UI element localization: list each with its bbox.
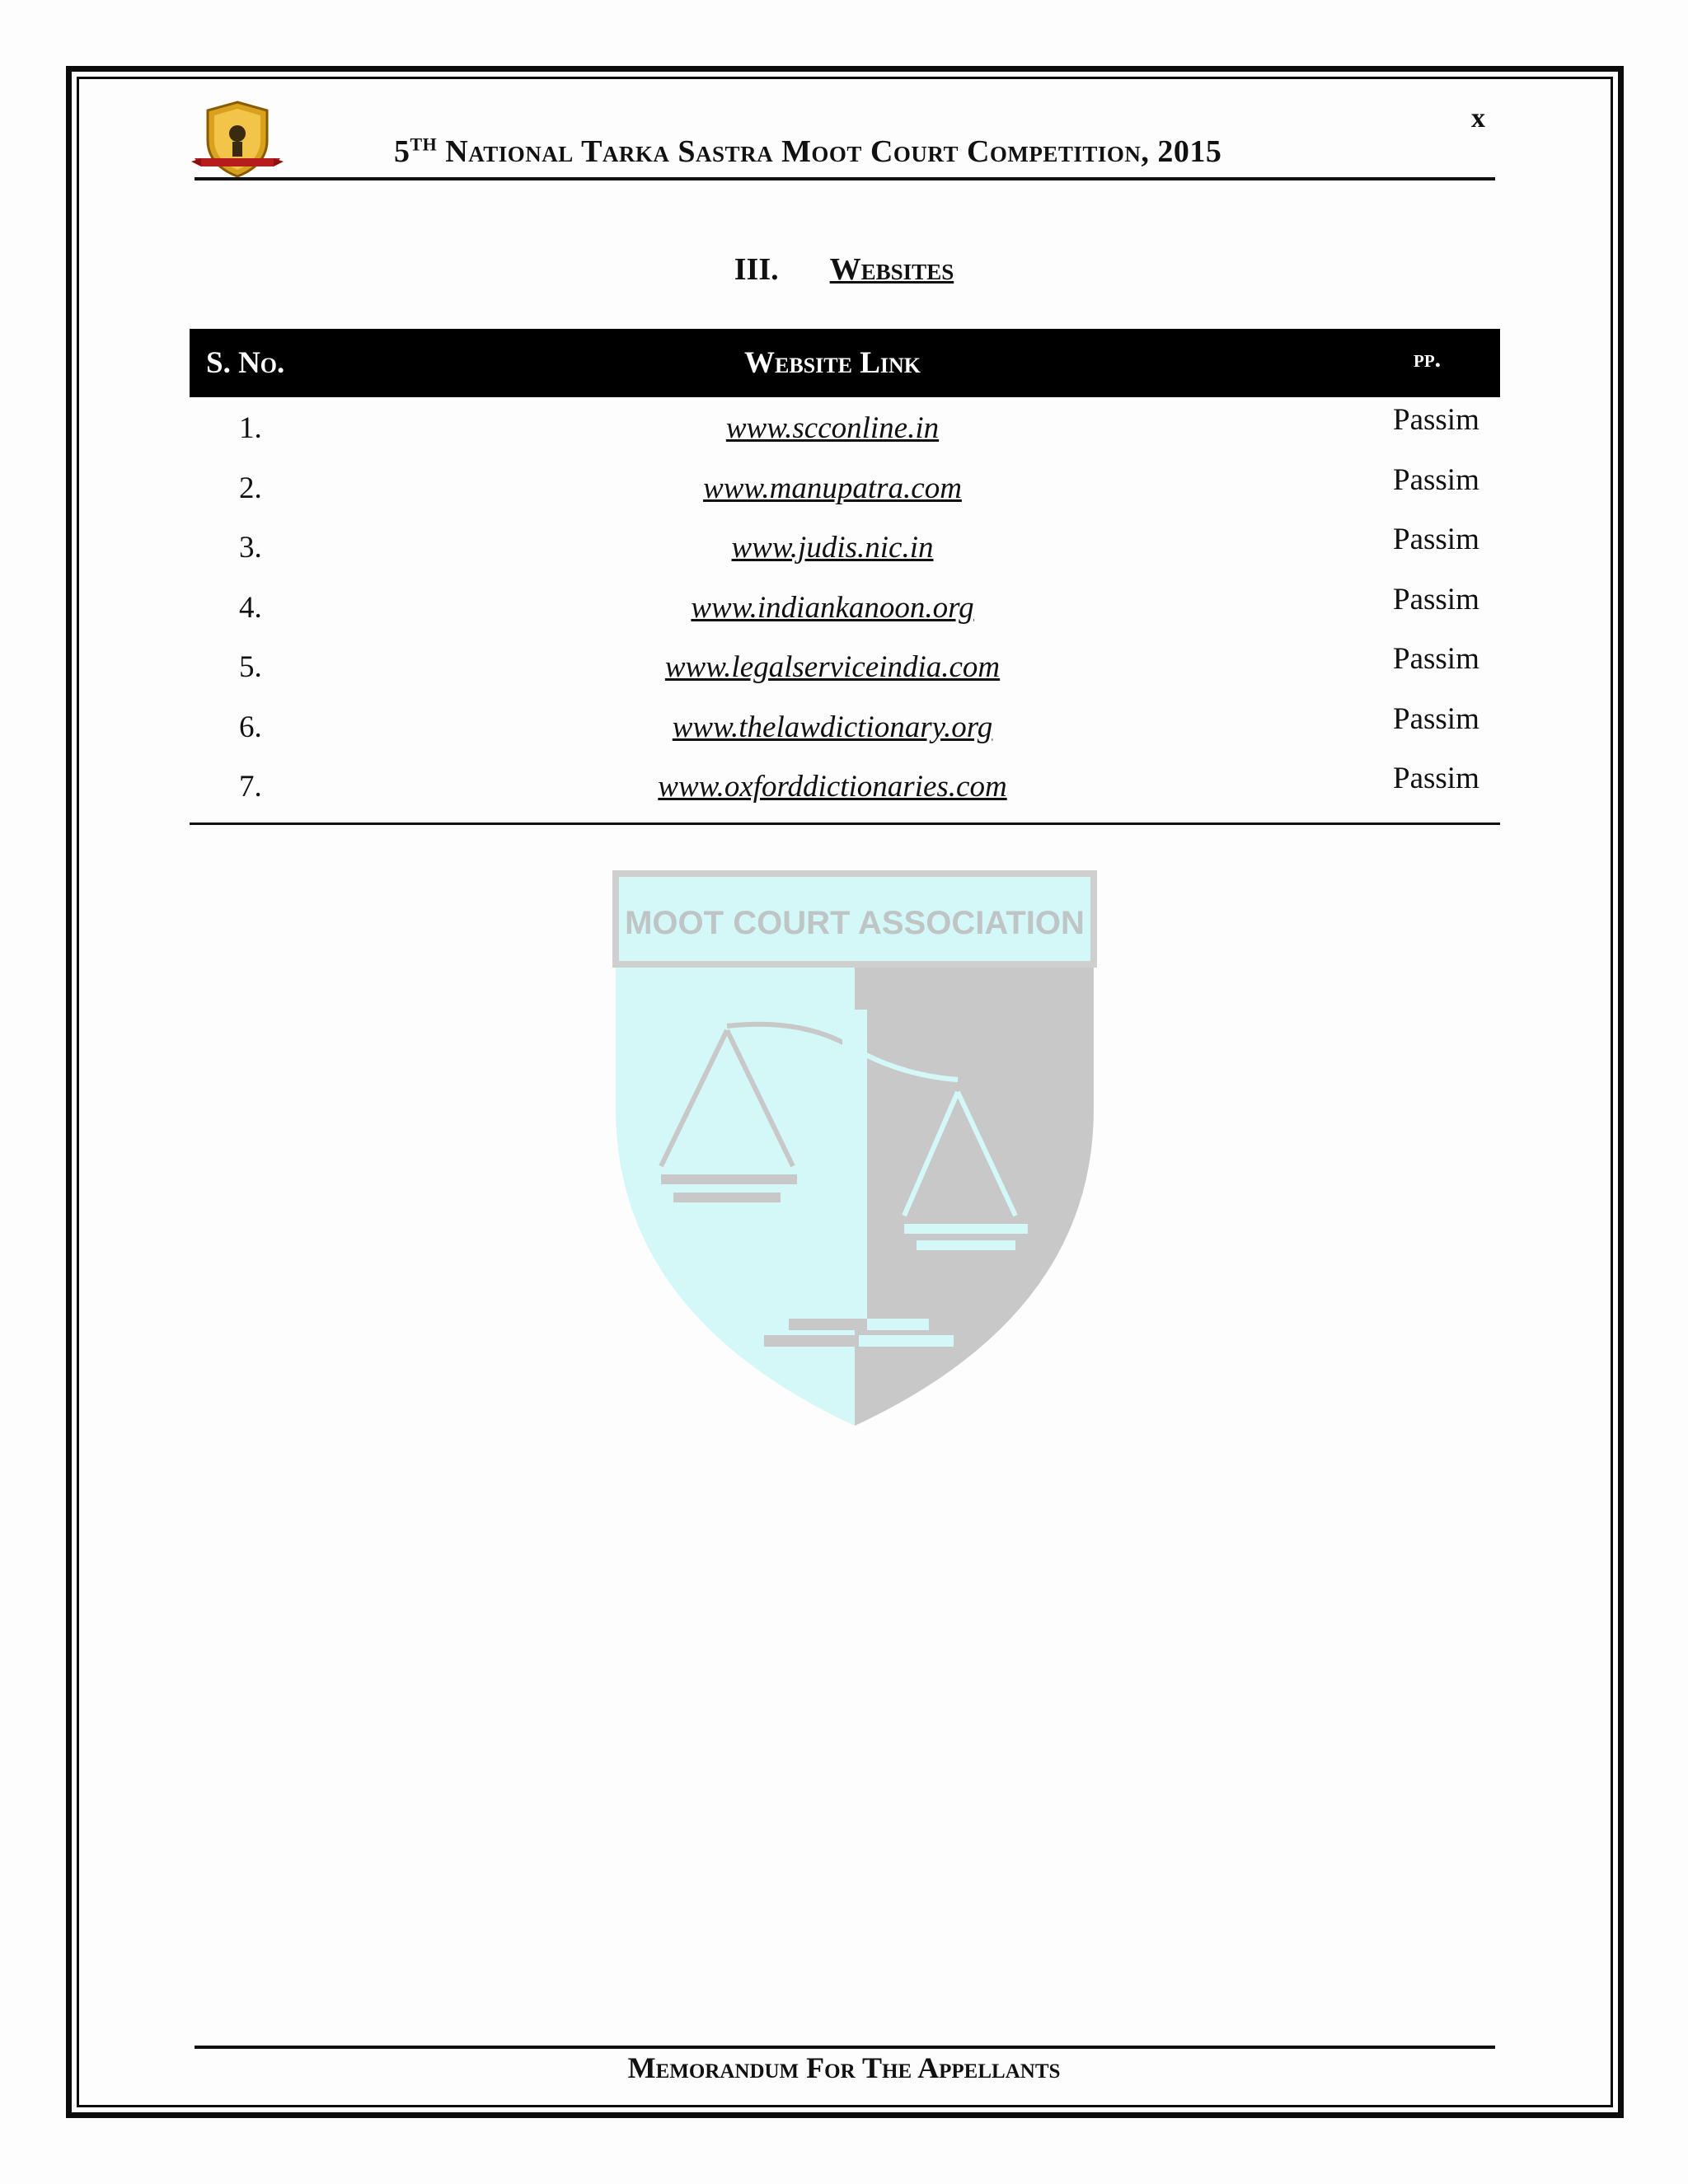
watermark-right-half	[855, 952, 1098, 1430]
website-link[interactable]: www.judis.nic.in	[731, 531, 934, 565]
section-heading	[0, 251, 1688, 288]
table-row	[190, 756, 1500, 816]
header-rule	[195, 177, 1495, 180]
table-row	[190, 696, 1500, 757]
row-pages: Passim	[1393, 462, 1479, 497]
header-title-number: 5	[394, 134, 410, 169]
scales-pillar	[842, 1010, 867, 1323]
footer-rule	[195, 2046, 1495, 2049]
table-row	[190, 636, 1500, 696]
table-row	[190, 457, 1500, 518]
table-row	[190, 577, 1500, 637]
page-number: x	[1471, 103, 1485, 134]
row-pages: Passim	[1393, 523, 1479, 556]
website-link[interactable]: www.scconline.in	[725, 411, 940, 445]
left-pan-top	[661, 1174, 797, 1184]
website-link[interactable]: www.oxforddictionaries.com	[658, 770, 1007, 804]
column-header-link: Website Link	[744, 346, 921, 380]
moot-court-association-watermark	[612, 869, 1098, 1430]
websites-table	[190, 329, 1500, 825]
column-header-pp: pp.	[1414, 345, 1442, 373]
right-pan-bottom	[917, 1240, 1015, 1250]
website-link[interactable]: www.thelawdictionary.org	[672, 710, 993, 744]
left-pan-bottom	[673, 1193, 781, 1202]
table-row	[190, 517, 1500, 577]
table-row	[190, 397, 1500, 457]
table-body	[190, 397, 1500, 816]
row-serial-number: 3.	[239, 531, 262, 565]
header-title-superscript: TH	[410, 134, 438, 155]
right-pan-top	[904, 1224, 1028, 1234]
website-link[interactable]: www.legalserviceindia.com	[664, 650, 1001, 684]
row-serial-number: 4.	[239, 590, 262, 625]
row-pages: Passim	[1393, 642, 1479, 676]
watermark-text: MOOT COURT ASSOCIATION	[625, 905, 1085, 941]
row-serial-number: 5.	[239, 650, 262, 684]
row-serial-number: 1.	[239, 411, 262, 445]
website-link[interactable]: www.manupatra.com	[703, 471, 962, 505]
row-serial-number: 6.	[239, 710, 262, 744]
scales-base-top-right	[867, 1319, 929, 1330]
header-title	[394, 134, 1221, 170]
section-title: Websites	[829, 252, 954, 287]
column-header-sno: S. No.	[206, 346, 285, 380]
row-pages: Passim	[1393, 582, 1479, 616]
section-number: III.	[734, 252, 779, 287]
row-serial-number: 7.	[239, 770, 262, 804]
row-pages: Passim	[1393, 403, 1479, 437]
header-title-text: National Tarka Sastra Moot Court Competition, 2015	[445, 134, 1222, 169]
row-pages: Passim	[1393, 701, 1479, 736]
footer-text: Memorandum For The Appellants	[627, 2051, 1061, 2084]
competition-emblem	[191, 99, 284, 180]
row-pages: Passim	[1393, 762, 1479, 795]
website-link[interactable]: www.indiankanoon.org	[691, 590, 974, 625]
table-bottom-rule	[190, 823, 1500, 825]
table-header	[190, 329, 1500, 397]
row-serial-number: 2.	[239, 471, 262, 505]
scales-base-middle-right	[859, 1335, 954, 1347]
